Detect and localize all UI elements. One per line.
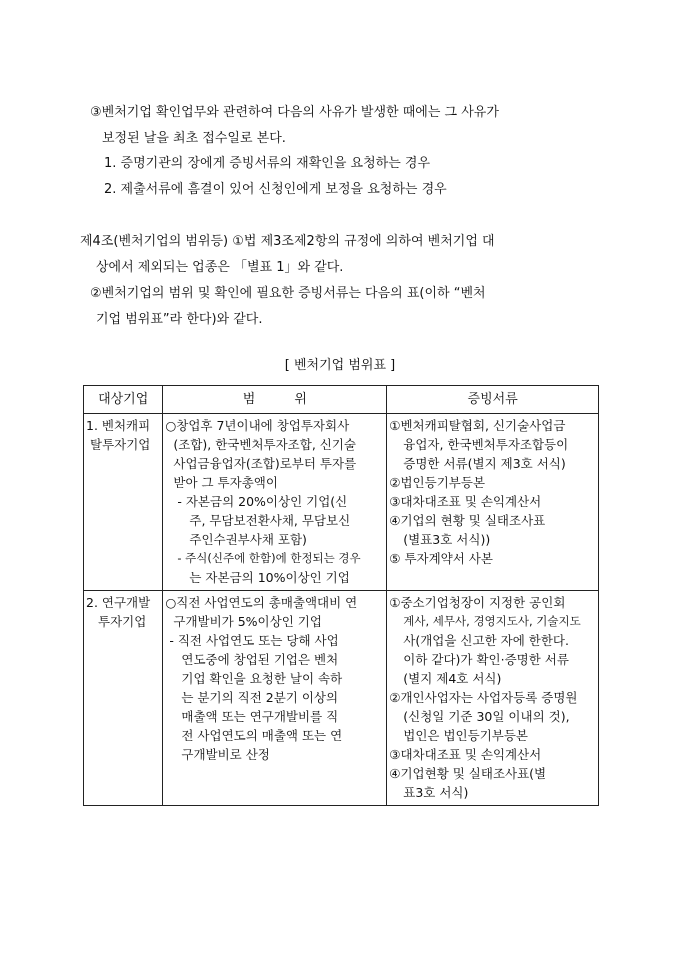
cell-line: 는 자본금의 10%이상인 기업 bbox=[189, 570, 350, 585]
article-4-para-2-line-1: ②벤처기업의 범위 및 확인에 필요한 증빙서류는 다음의 표(이하 “벤처 bbox=[90, 286, 486, 301]
paragraph-3-line-2: 보정된 날을 최초 접수일로 본다. bbox=[102, 131, 286, 146]
cell-line: 기업 확인을 요청한 날이 속하 bbox=[181, 671, 343, 686]
cell-line: 1. 벤처캐피 bbox=[86, 418, 151, 433]
cell-line: (조합), 한국벤처투자조합, 신기술 bbox=[173, 437, 356, 452]
cell-line: - 주식(신주에 한함)에 한정되는 경우 bbox=[177, 551, 361, 565]
cell-line: ①중소기업청장이 지정한 공인회 bbox=[389, 595, 566, 610]
row-1-docs bbox=[387, 414, 599, 591]
cell-line: (별표3호 서식)) bbox=[403, 532, 491, 547]
header-target: 대상기업 bbox=[84, 386, 163, 414]
row-2-target bbox=[84, 591, 163, 806]
cell-line: - 직전 사업연도 또는 당해 사업 bbox=[169, 633, 339, 648]
cell-line: ⑤ 투자계약서 사본 bbox=[389, 551, 493, 566]
row-1-target bbox=[84, 414, 163, 591]
cell-line: (별지 제4호 서식) bbox=[403, 671, 502, 686]
cell-line: 구개발비가 5%이상인 기업 bbox=[173, 614, 322, 629]
cell-line: 는 분기의 직전 2분기 이상의 bbox=[181, 690, 339, 705]
row-2-docs bbox=[387, 591, 599, 806]
cell-line: 연도중에 창업된 기업은 벤처 bbox=[181, 652, 339, 667]
row-2-scope bbox=[163, 591, 387, 806]
cell-line: 융업자, 한국벤처투자조합등이 bbox=[403, 437, 569, 452]
table-header-row bbox=[84, 386, 599, 414]
cell-line: ○창업후 7년이내에 창업투자회사 bbox=[165, 418, 350, 433]
cell-line: ③대차대조표 및 손익계산서 bbox=[389, 747, 542, 762]
item-1: 1. 증명기관의 장에게 증빙서류의 재확인을 요청하는 경우 bbox=[104, 156, 431, 171]
cell-line: ①벤처캐피탈협회, 신기술사업금 bbox=[389, 418, 566, 433]
cell-line: 사(개업을 신고한 자에 한한다. bbox=[403, 633, 569, 648]
cell-line: 전 사업연도의 매출액 또는 연 bbox=[181, 728, 343, 743]
table-title: [ 벤처기업 범위표 ] bbox=[284, 358, 396, 373]
table-row bbox=[84, 591, 599, 806]
cell-line: ○직전 사업연도의 총매출액대비 연 bbox=[165, 595, 358, 610]
cell-line: 주인수권부사채 포함) bbox=[189, 532, 307, 547]
cell-line: 표3호 서식) bbox=[403, 785, 469, 800]
item-2: 2. 제출서류에 흠결이 있어 신청인에게 보정을 요청하는 경우 bbox=[104, 182, 447, 197]
paragraph-3-line-1: ③벤처기업 확인업무와 관련하여 다음의 사유가 발생한 때에는 그 사유가 bbox=[90, 105, 499, 120]
cell-line: 탈투자기업 bbox=[90, 437, 151, 452]
row-1-scope bbox=[163, 414, 387, 591]
table-row bbox=[84, 414, 599, 591]
cell-line: 증명한 서류(별지 제3호 서식) bbox=[403, 456, 566, 471]
cell-line: 매출액 또는 연구개발비를 직 bbox=[181, 709, 339, 724]
cell-line: 이하 같다)가 확인·증명한 서류 bbox=[403, 652, 569, 667]
cell-line: ④기업현황 및 실태조사표(별 bbox=[389, 766, 547, 781]
cell-line: ②개인사업자는 사업자등록 증명원 bbox=[389, 690, 578, 705]
cell-line: 투자기업 bbox=[98, 614, 147, 629]
cell-line: ④기업의 현황 및 실태조사표 bbox=[389, 513, 546, 528]
cell-line: 계사, 세무사, 경영지도사, 기술지도 bbox=[403, 614, 581, 628]
cell-line: ③대차대조표 및 손익계산서 bbox=[389, 494, 542, 509]
cell-line: 구개발비로 산정 bbox=[181, 747, 270, 762]
cell-line: 주, 무담보전환사채, 무담보신 bbox=[189, 513, 351, 528]
cell-line: 사업금융업자(조합)로부터 투자를 bbox=[173, 456, 357, 471]
article-4-para-2-line-2: 기업 범위표”라 한다)와 같다. bbox=[96, 312, 263, 327]
cell-line: 법인은 법인등기부등본 bbox=[403, 728, 529, 743]
cell-line: 2. 연구개발 bbox=[86, 595, 151, 610]
article-4-line-1: 제4조(벤처기업의 범위등) ①법 제3조제2항의 규정에 의하여 벤처기업 대 bbox=[80, 234, 495, 249]
cell-line: (신청일 기준 30일 이내의 것), bbox=[403, 709, 570, 724]
cell-line: ②법인등기부등본 bbox=[389, 475, 486, 490]
venture-scope-table bbox=[83, 385, 599, 806]
cell-line: 받아 그 투자총액이 bbox=[173, 475, 278, 490]
article-4-line-2: 상에서 제외되는 업종은 「별표 1」와 같다. bbox=[96, 260, 344, 275]
header-docs: 증빙서류 bbox=[387, 386, 599, 414]
cell-line: - 자본금의 20%이상인 기업(신 bbox=[177, 494, 348, 509]
header-scope: 범 위 bbox=[163, 386, 387, 414]
